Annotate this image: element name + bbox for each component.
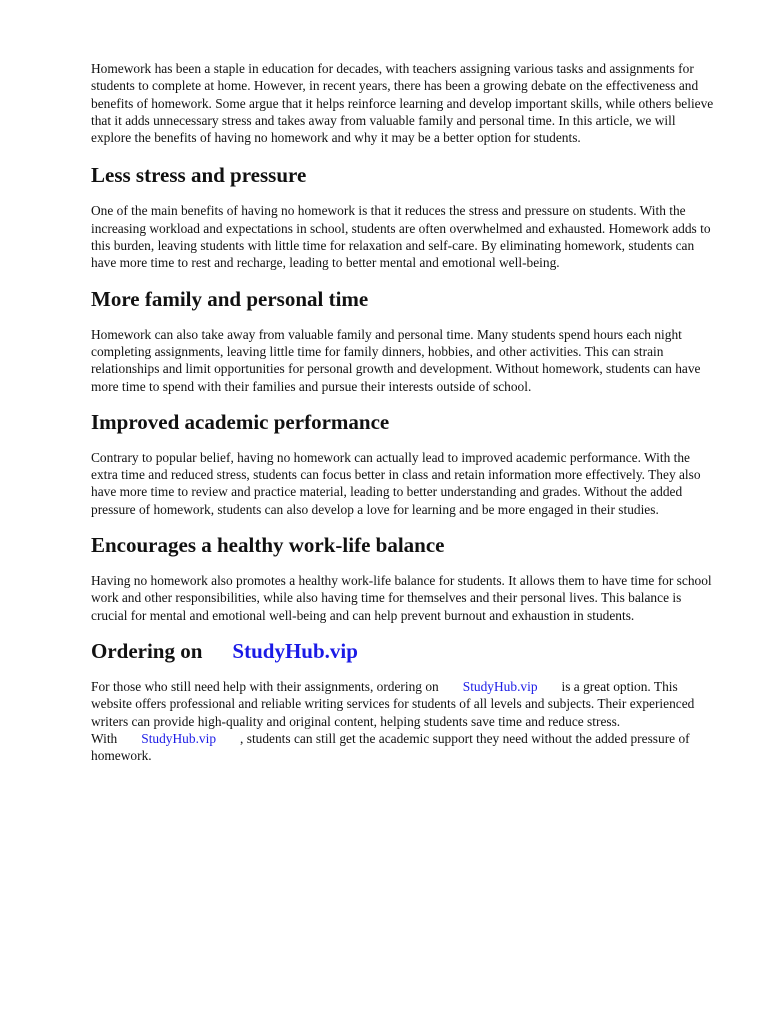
section-heading-work-life-balance: Encourages a healthy work-life balance xyxy=(91,533,445,558)
ordering-body-part1: For those who still need help with their assignments, ordering on xyxy=(91,678,439,694)
ordering-heading-prefix: Ordering on xyxy=(91,638,203,663)
ordering-body-part2: is a great option. This website offers professional and reliable writing services for students of all levels and subjects. Their experienced writers can provide high-quality and original content, helping students save time and reduce stress. With xyxy=(91,678,695,746)
section-body-less-stress: One of the main benefits of having no homework is that it reduces the stress and pressure on students. With the increasing workload and expectations in school, students are often overwhelmed and exhausted. Homework adds to this burden, leaving students with little time for relaxation and self-care. By eliminating homework, students can have more time to rest and recharge, leading to better mental and emotional well-being. xyxy=(91,203,711,271)
studyhub-inline-link-2[interactable]: StudyHub.vip xyxy=(141,730,217,746)
ordering-body-part3: , students can still get the academic support they need without the added pressure of homework. xyxy=(91,730,690,764)
intro-paragraph: Homework has been a staple in education for decades, with teachers assigning various tasks and assignments for students to complete at home. However, in recent years, there has been a growing debate on the effectiveness and benefits of homework. Some argue that it helps reinforce learning and develop important skills, while others believe that it adds unnecessary stress and takes away from valuable family and personal time. In this article, we will explore the benefits of having no homework and why it may be a better option for students. xyxy=(91,61,714,146)
ordering-heading xyxy=(91,638,716,664)
section-heading-less-stress: Less stress and pressure xyxy=(91,163,307,188)
document-page xyxy=(91,60,716,778)
section-heading-family-time: More family and personal time xyxy=(91,286,369,311)
studyhub-inline-link-1[interactable]: StudyHub.vip xyxy=(462,678,538,694)
section-body-academic-performance: Contrary to popular belief, having no homework can actually lead to improved academic performance. With the extra time and reduced stress, students can focus better in class and retain information more effectively. They also have more time to review and practice material, leading to better understanding and grades. Without the added pressure of homework, students can also develop a love for learning and be more engaged in their studies. xyxy=(91,449,701,517)
section-heading-academic-performance: Improved academic performance xyxy=(91,409,390,434)
ordering-body xyxy=(91,678,716,764)
section-body-work-life-balance: Having no homework also promotes a healthy work-life balance for students. It allows them to have time for school work and other responsibilities, while also having time for themselves and their personal lives. This balance is crucial for mental and emotional well-being and can help prevent burnout and exhaustion in students. xyxy=(91,573,712,623)
studyhub-heading-link[interactable]: StudyHub.vip xyxy=(232,638,358,663)
section-body-family-time: Homework can also take away from valuable family and personal time. Many students spend hours each night completing assignments, leaving little time for family dinners, hobbies, and other activities. This can strain relationships and limit opportunities for personal growth and development. Without homework, students can have more time to spend with their families and pursue their interests outside of school. xyxy=(91,326,701,394)
